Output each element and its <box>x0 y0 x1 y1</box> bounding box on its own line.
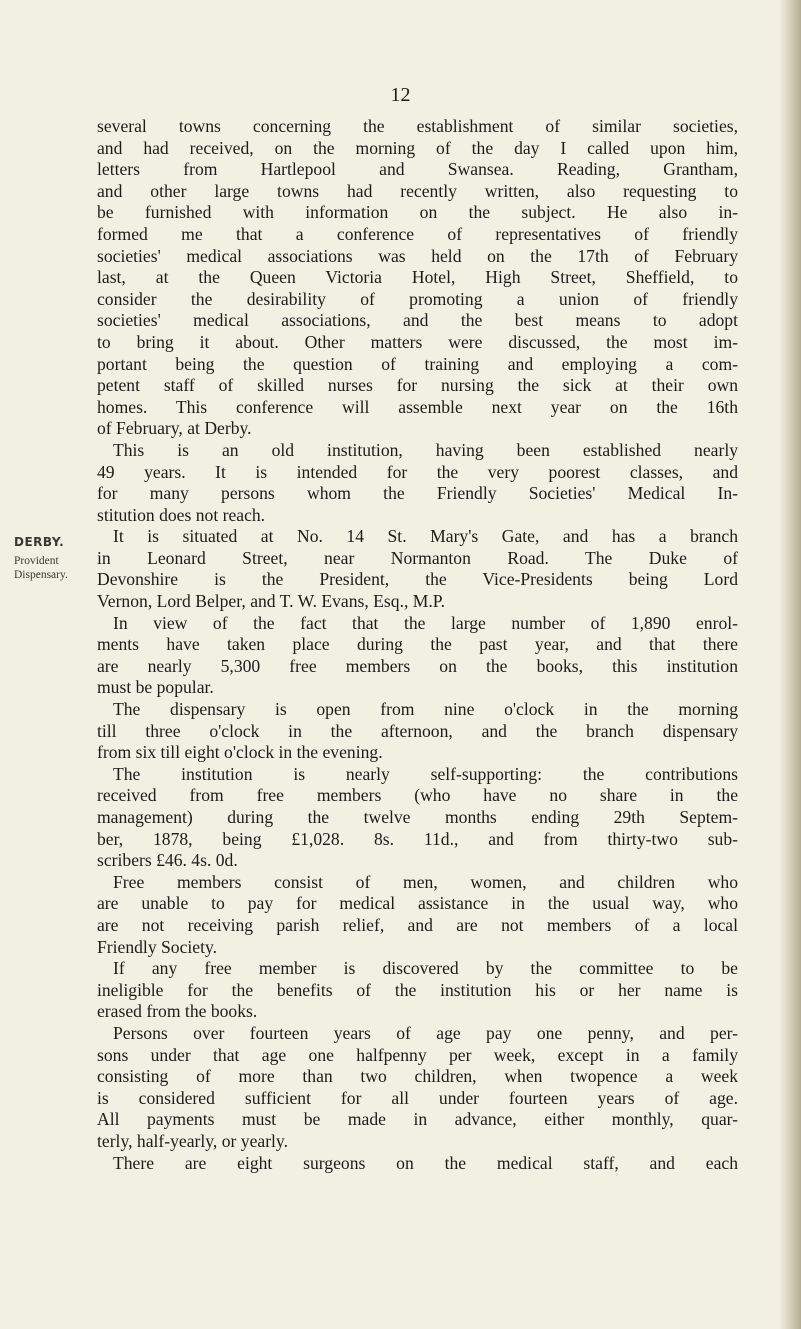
text-line: In view of the fact that the large number of 1,890 enrol- <box>113 612 738 633</box>
text-line: Free members consist of men, women, and children who <box>113 871 738 892</box>
text-line: several towns concerning the establishment of similar societies, <box>97 116 738 136</box>
text-line: be furnished with information on the subject. He also in- <box>97 202 738 223</box>
text-line: of February, at Derby. <box>97 418 252 439</box>
page-number: 12 <box>390 84 411 106</box>
text-line: letters from Hartlepool and Swansea. Reading, Grantham, <box>97 159 738 180</box>
text-line: stitution does not reach. <box>97 504 266 525</box>
text-line: There are eight surgeons on the medical staff, and each <box>113 1152 738 1173</box>
text-line: till three o'clock in the afternoon, and the branch dispensary <box>97 720 738 741</box>
text-line: All payments must be made in advance, either monthly, quar- <box>97 1109 738 1130</box>
text-line: are unable to pay for medical assistance in the usual way, who <box>97 893 738 914</box>
text-line: from six till eight o'clock in the evening. <box>97 742 383 763</box>
text-line: must be popular. <box>97 677 214 698</box>
text-line: It is situated at No. 14 St. Mary's Gate, and has a branch <box>113 526 738 547</box>
text-line: Persons over fourteen years of age pay one penny, and per- <box>113 1022 738 1043</box>
text-line: and other large towns had recently written, also requesting to <box>97 180 738 201</box>
text-line: ineligible for the benefits of the institution his or her name is <box>97 979 738 1000</box>
text-line: scribers £46. 4s. 0d. <box>97 850 238 871</box>
text-line: ments have taken place during the past year, and that there <box>97 634 738 655</box>
margin-note-heading: DERBY. <box>14 535 65 549</box>
text-line: portant being the question of training and employing a com- <box>97 353 738 374</box>
body-text <box>97 116 738 1174</box>
text-line: This is an old institution, having been established nearly <box>113 439 738 460</box>
page-edge-shadow <box>779 0 801 1329</box>
margin-note <box>14 535 76 582</box>
margin-note-line: Provident <box>14 555 59 567</box>
text-line: petent staff of skilled nurses for nursing the sick at their own <box>97 375 738 396</box>
text-line: erased from the books. <box>97 1001 258 1022</box>
margin-note-line: Dispensary. <box>14 569 68 581</box>
text-line: management) during the twelve months ending 29th Septem- <box>97 807 738 827</box>
text-line: consisting of more than two children, when twopence a week <box>97 1066 738 1087</box>
text-line: societies' medical associations was held on the 17th of February <box>97 245 738 266</box>
text-line: 49 years. It is intended for the very poorest classes, and <box>97 461 738 482</box>
text-line: consider the desirability of promoting a union of friendly <box>97 288 738 309</box>
text-line: sons under that age one halfpenny per week, except in a family <box>97 1044 738 1065</box>
text-line: are not receiving parish relief, and are not members of a local <box>97 914 738 935</box>
text-line: and had received, on the morning of the day I called upon him, <box>97 137 738 158</box>
text-line: in Leonard Street, near Normanton Road. The Duke of <box>97 547 738 568</box>
text-line: societies' medical associations, and the best means to adopt <box>97 310 738 331</box>
text-line: Vernon, Lord Belper, and T. W. Evans, Esq., M.P. <box>97 591 446 612</box>
text-line: are nearly 5,300 free members on the books, this institution <box>97 655 738 676</box>
text-line: The institution is nearly self-supporting: the contributions <box>113 763 738 784</box>
text-line: received from free members (who have no share in the <box>97 785 738 806</box>
text-line: last, at the Queen Victoria Hotel, High Street, Sheffield, to <box>97 267 738 288</box>
text-line: Devonshire is the President, the Vice-Presidents being Lord <box>97 569 738 590</box>
text-line: Friendly Society. <box>97 936 218 957</box>
text-line: terly, half-yearly, or yearly. <box>97 1130 288 1151</box>
text-line: homes. This conference will assemble next year on the 16th <box>97 396 738 417</box>
text-line: to bring it about. Other matters were discussed, the most im- <box>97 331 738 352</box>
text-line: If any free member is discovered by the committee to be <box>113 958 738 979</box>
text-line: for many persons whom the Friendly Societies' Medical In- <box>97 483 738 504</box>
text-line: The dispensary is open from nine o'clock in the morning <box>113 699 738 720</box>
text-line: formed me that a conference of representatives of friendly <box>97 223 738 244</box>
text-line: is considered sufficient for all under fourteen years of age. <box>97 1087 738 1108</box>
text-line: ber, 1878, being £1,028. 8s. 11d., and from thirty-two sub- <box>97 828 738 849</box>
